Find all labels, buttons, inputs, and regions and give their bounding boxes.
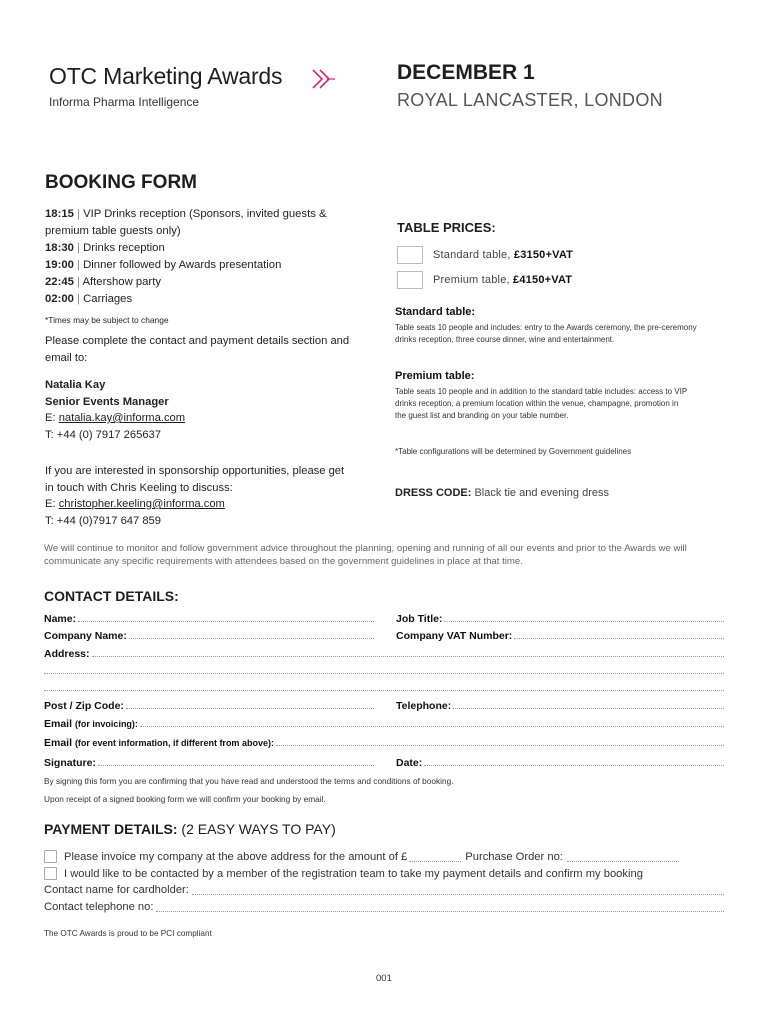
contact-email-link[interactable]: natalia.kay@informa.com [58, 412, 186, 424]
premium-table-description: Table seats 10 people and in addition to the standard table includes: access to VIP drinks reception, a premium location within the venue, champagne, promotion in the guest list and branding on your table number. [395, 387, 688, 420]
booking-confirmation-note: Upon receipt of a signed booking form we will confirm your booking by email. [44, 794, 326, 804]
booking-form-heading: BOOKING FORM [45, 172, 197, 193]
job-title-field[interactable]: Job Title: [396, 612, 724, 625]
address-line-3[interactable] [44, 690, 724, 691]
standard-table-description: Table seats 10 people and includes: entry to the Awards ceremony, the pre-ceremony drinks reception, three course dinner, wine and entertainment. [395, 323, 697, 344]
email-invoicing-field[interactable]: Email (for invoicing): [44, 717, 724, 730]
payment-details-heading: PAYMENT DETAILS: (2 EASY WAYS TO PAY) [44, 821, 336, 837]
schedule-item: 19:00 | Dinner followed by Awards presentation [45, 259, 282, 271]
chevron-logo-icon [310, 66, 336, 92]
page-number: 001 [376, 973, 392, 984]
schedule-item: 02:00 | Carriages [45, 293, 133, 305]
signature-field[interactable]: Signature: [44, 756, 374, 769]
telephone-field[interactable]: Telephone: [396, 699, 724, 712]
sponsorship-email-link[interactable]: christopher.keeling@informa.com [58, 498, 225, 510]
event-venue: ROYAL LANCASTER, LONDON [397, 90, 663, 110]
premium-table-label: Premium table, £4150+VAT [433, 274, 573, 286]
contact-email-line: E: natalia.kay@informa.com [45, 412, 186, 424]
pci-compliance-note: The OTC Awards is proud to be PCI compliant [44, 929, 212, 938]
post-code-field[interactable]: Post / Zip Code: [44, 699, 374, 712]
standard-table-label: Standard table, £3150+VAT [433, 249, 574, 261]
invoice-option-label: Please invoice my company at the above address for the amount of £ [64, 850, 408, 863]
purchase-order-label: Purchase Order no: [465, 850, 563, 863]
dress-code: DRESS CODE: Black tie and evening dress [395, 487, 609, 499]
standard-table-checkbox[interactable] [397, 246, 423, 264]
organiser-contact [45, 377, 365, 443]
schedule-item: 22:45 | Aftershow party [45, 276, 161, 288]
schedule-item: 18:15 | VIP Drinks reception (Sponsors, invited guests & premium table guests only) [45, 208, 327, 237]
purchase-order-input[interactable] [567, 852, 679, 862]
logo-subtitle: Informa Pharma Intelligence [49, 95, 200, 109]
sponsorship-text: If you are interested in sponsorship opportunities, please get in touch with Chris Keeling to discuss: [45, 465, 345, 494]
address-line-2[interactable] [44, 673, 724, 674]
instructions-text: Please complete the contact and payment details section and email to: [45, 335, 350, 364]
premium-table-checkbox[interactable] [397, 271, 423, 289]
schedule-item: 18:30 | Drinks reception [45, 242, 165, 254]
company-name-field[interactable]: Company Name: [44, 629, 374, 642]
government-notice: We will continue to monitor and follow government advice throughout the planning, opening and running of all our events and prior to the Awards we will communicate any specific requirements with attendees based on the government guidelines in place at that time. [44, 543, 687, 567]
contact-role: Senior Events Manager [45, 395, 169, 408]
cardholder-field[interactable]: Contact name for cardholder: [44, 884, 724, 896]
standard-table-heading: Standard table: [395, 306, 476, 318]
times-note: *Times may be subject to change [45, 315, 169, 325]
contact-option-label: I would like to be contacted by a member of the registration team to take my payment details and confirm my booking [64, 867, 643, 880]
sponsorship-block [45, 463, 345, 529]
contact-checkbox[interactable] [44, 867, 57, 880]
table-prices-heading: TABLE PRICES: [397, 220, 496, 235]
event-date: DECEMBER 1 [397, 61, 535, 84]
table-config-note: *Table configurations will be determined by Government guidelines [395, 447, 632, 456]
invoice-option[interactable] [44, 850, 679, 863]
sponsorship-phone: T: +44 (0)7917 647 859 [45, 514, 162, 527]
invoice-amount-input[interactable] [409, 852, 461, 862]
contact-phone: T: +44 (0) 7917 265637 [45, 428, 162, 441]
sponsorship-email-line: E: christopher.keeling@informa.com [45, 498, 225, 510]
premium-table-option[interactable] [397, 271, 572, 289]
contact-option[interactable] [44, 867, 643, 880]
name-field[interactable]: Name: [44, 612, 374, 625]
schedule-list [45, 206, 365, 308]
event-logo-title: OTC Marketing Awards [49, 63, 283, 89]
contact-telephone-field[interactable]: Contact telephone no: [44, 901, 724, 913]
contact-details-heading: CONTACT DETAILS: [44, 588, 179, 604]
premium-table-heading: Premium table: [395, 370, 475, 382]
email-event-field[interactable]: Email (for event information, if different from above): [44, 736, 724, 749]
address-field[interactable]: Address: [44, 647, 724, 660]
date-field[interactable]: Date: [396, 756, 724, 769]
standard-table-option[interactable] [397, 246, 573, 264]
contact-name: Natalia Kay [45, 379, 106, 391]
company-vat-field[interactable]: Company VAT Number: [396, 629, 724, 642]
terms-confirmation: By signing this form you are confirming that you have read and understood the terms and conditions of booking. [44, 776, 454, 786]
invoice-checkbox[interactable] [44, 850, 57, 863]
